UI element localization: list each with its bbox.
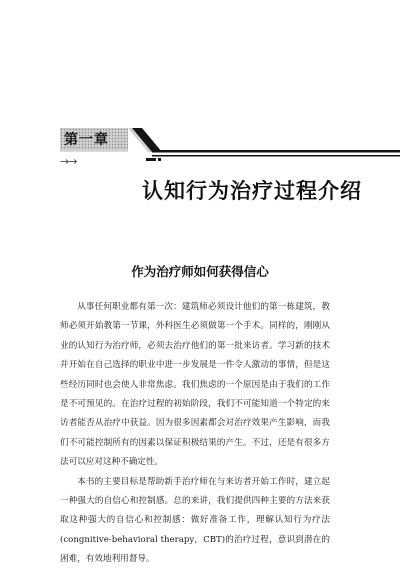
paragraph-2: 本书的主要目标是帮助新手治疗师在与来访者开始工作时，建立起一种强大的自信心和控制感。总的来讲，我们提供四种主要的方法来获取这种强大的自信心和控制感：做好准备工作，理解认知行为疗法(congnitive-behavioral therapy，CBT)的治疗过程，意识到潜在的困难，有效地利用督导。 (60, 476, 330, 565)
arrow-decoration: →→ (60, 155, 77, 168)
chapter-header-band (60, 128, 400, 161)
paragraph-1: 从事任何职业都有第一次：建筑师必须设计他们的第一栋建筑，教师必须开始教第一节课，外科医生必须做第一个手术。同样的，刚刚从业的认知行为治疗师，必须去治疗他们的第一批来访者。学习新的技术并开始在自己选择的职业中进一步发展是一件令人激动的事情，但是这些经历同时也会使人非常焦虑。我们焦虑的一个原因是由于我们的工作是不可预见的。在治疗过程的初始阶段，我们不可能知道一个特定的来访者能否从治疗中获益。因为很多因素都会对治疗效果产生影响，而我们不可能控制所有的因素以保证积极结果的产生。不过，还是有很多方法可以应对这种不确定性。 (60, 302, 330, 468)
section-title: 作为治疗师如何获得信心 (131, 264, 269, 279)
chapter-number: 第一章 (64, 132, 109, 148)
chapter-title: 认知行为治疗过程介绍 (142, 179, 362, 203)
body-text (60, 298, 330, 570)
